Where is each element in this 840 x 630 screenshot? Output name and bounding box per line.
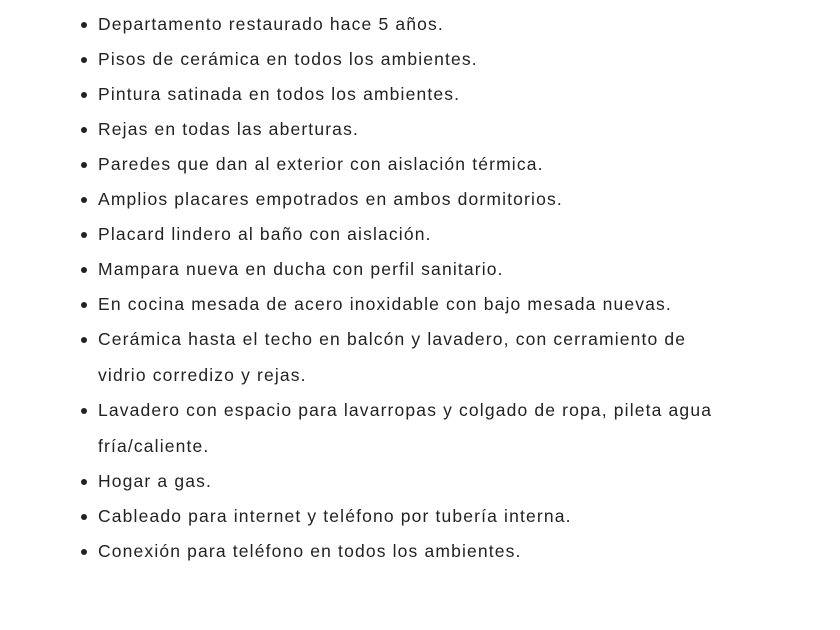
bullet-icon — [81, 479, 87, 485]
list-item — [80, 397, 800, 459]
list-item — [80, 186, 800, 212]
bullet-icon — [81, 232, 87, 238]
bullet-icon — [81, 302, 87, 308]
list-item — [80, 256, 800, 282]
list-item-text: Hogar a gas. — [98, 471, 212, 491]
list-item-text: vidrio corredizo y rejas. — [98, 365, 307, 385]
list-item-text: Lavadero con espacio para lavarropas y colgado de ropa, pileta agua — [98, 400, 713, 420]
bullet-icon — [81, 197, 87, 203]
list-item — [80, 468, 800, 494]
list-item-text: Pisos de cerámica en todos los ambientes. — [98, 49, 478, 69]
list-item — [80, 11, 800, 37]
list-item — [80, 221, 800, 247]
list-item — [80, 81, 800, 107]
features-list — [80, 11, 800, 573]
list-item-text: Rejas en todas las aberturas. — [98, 119, 359, 139]
list-item-text: Mampara nueva en ducha con perfil sanitario. — [98, 259, 504, 279]
list-item — [80, 116, 800, 142]
bullet-icon — [81, 127, 87, 133]
list-item-text: fría/caliente. — [98, 436, 210, 456]
list-item-text: Departamento restaurado hace 5 años. — [98, 14, 444, 34]
list-item-text: Paredes que dan al exterior con aislación térmica. — [98, 154, 544, 174]
bullet-icon — [81, 337, 87, 343]
list-item-text: Cerámica hasta el techo en balcón y lavadero, con cerramiento de — [98, 329, 687, 349]
list-item — [80, 503, 800, 529]
bullet-icon — [81, 514, 87, 520]
list-item-text: Cableado para internet y teléfono por tubería interna. — [98, 506, 572, 526]
list-item — [80, 538, 800, 564]
bullet-icon — [81, 408, 87, 414]
bullet-icon — [81, 22, 87, 28]
list-item — [80, 46, 800, 72]
list-item — [80, 326, 800, 388]
bullet-icon — [81, 92, 87, 98]
list-item-text: Amplios placares empotrados en ambos dormitorios. — [98, 189, 563, 209]
list-item-text: En cocina mesada de acero inoxidable con bajo mesada nuevas. — [98, 294, 672, 314]
list-item-text: Conexión para teléfono en todos los ambientes. — [98, 541, 522, 561]
bullet-icon — [81, 549, 87, 555]
list-item — [80, 291, 800, 317]
bullet-icon — [81, 267, 87, 273]
list-item-text: Placard lindero al baño con aislación. — [98, 224, 432, 244]
bullet-icon — [81, 162, 87, 168]
list-item-text: Pintura satinada en todos los ambientes. — [98, 84, 461, 104]
list-item — [80, 151, 800, 177]
bullet-icon — [81, 57, 87, 63]
